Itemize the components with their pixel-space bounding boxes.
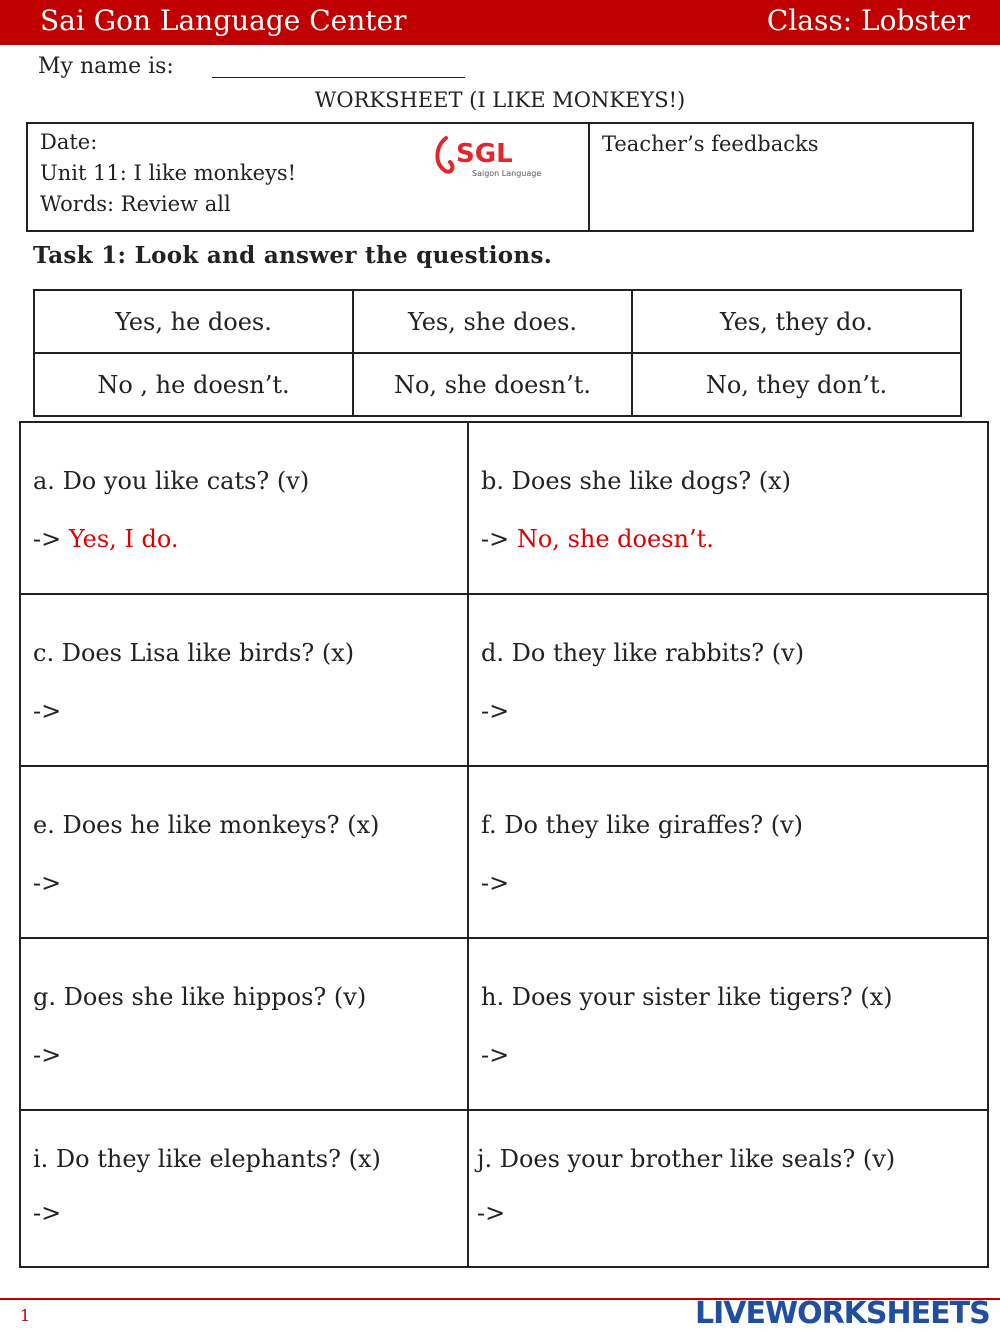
question-row xyxy=(20,422,988,594)
name-label: My name is: xyxy=(38,54,174,79)
arrow-prefix: -> xyxy=(477,1199,506,1227)
info-divider xyxy=(588,124,590,230)
sgl-logo xyxy=(432,132,542,182)
question-cell xyxy=(468,422,988,594)
question-cell xyxy=(468,766,988,938)
question-cell xyxy=(20,422,468,594)
question-row xyxy=(20,938,988,1110)
arrow-prefix: -> xyxy=(481,697,510,725)
question-text: e. Does he like monkeys? (x) xyxy=(33,811,380,839)
answer-bank-cell: No , he doesn’t. xyxy=(34,353,353,416)
answer-line[interactable] xyxy=(481,525,975,553)
arrow-prefix: -> xyxy=(33,1041,62,1069)
answer-bank-cell: Yes, he does. xyxy=(34,290,353,353)
answer-line[interactable] xyxy=(33,525,455,553)
question-row xyxy=(20,594,988,766)
question-text: c. Does Lisa like birds? (x) xyxy=(33,639,355,667)
question-cell xyxy=(468,1110,988,1267)
arrow-prefix: -> xyxy=(33,869,62,897)
answer-bank-row xyxy=(34,290,961,353)
answer-line[interactable] xyxy=(33,1041,455,1069)
arrow-prefix: -> xyxy=(33,697,62,725)
question-text: a. Do you like cats? (v) xyxy=(33,467,310,495)
question-cell xyxy=(20,1110,468,1267)
answer-line[interactable] xyxy=(33,697,455,725)
answer-text[interactable]: Yes, I do. xyxy=(68,525,179,553)
logo-text: SGL xyxy=(456,139,513,169)
question-text: f. Do they like giraffes? (v) xyxy=(481,811,803,839)
name-input-line[interactable] xyxy=(212,77,465,78)
answer-line[interactable] xyxy=(481,697,975,725)
answer-text[interactable]: No, she doesn’t. xyxy=(516,525,714,553)
answer-bank-cell: Yes, she does. xyxy=(353,290,632,353)
logo-subtext: Saigon Language xyxy=(472,169,542,178)
unit-title: Unit 11: I like monkeys! xyxy=(40,161,297,185)
teacher-feedback-label: Teacher’s feedbacks xyxy=(602,132,819,156)
questions-table xyxy=(19,421,989,1268)
answer-line[interactable] xyxy=(33,1199,455,1227)
question-row xyxy=(20,766,988,938)
question-text: d. Do they like rabbits? (v) xyxy=(481,639,805,667)
answer-line[interactable] xyxy=(481,869,975,897)
info-box xyxy=(26,122,974,232)
liveworksheets-brand[interactable]: LIVEWORKSHEETS xyxy=(695,1296,990,1331)
answer-bank-cell: No, she doesn’t. xyxy=(353,353,632,416)
answer-bank-cell: Yes, they do. xyxy=(632,290,961,353)
question-text: i. Do they like elephants? (x) xyxy=(33,1145,381,1173)
question-text: h. Does your sister like tigers? (x) xyxy=(481,983,893,1011)
date-label: Date: xyxy=(40,130,98,154)
answer-bank-row xyxy=(34,353,961,416)
question-cell xyxy=(468,938,988,1110)
school-name: Sai Gon Language Center xyxy=(40,4,407,37)
question-text: j. Does your brother like seals? (v) xyxy=(477,1145,896,1173)
question-cell xyxy=(20,938,468,1110)
answer-bank-table xyxy=(33,289,962,417)
answer-bank-cell: No, they don’t. xyxy=(632,353,961,416)
question-cell xyxy=(468,594,988,766)
arrow-prefix: -> xyxy=(481,1041,510,1069)
question-text: b. Does she like dogs? (x) xyxy=(481,467,792,495)
question-cell xyxy=(20,766,468,938)
answer-line[interactable] xyxy=(481,1041,975,1069)
class-label: Class: Lobster xyxy=(766,4,970,37)
answer-line[interactable] xyxy=(33,869,455,897)
question-row xyxy=(20,1110,988,1267)
arrow-prefix: -> xyxy=(481,525,510,553)
arrow-prefix: -> xyxy=(481,869,510,897)
header-bar xyxy=(0,0,1000,45)
task1-title: Task 1: Look and answer the questions. xyxy=(33,242,553,269)
question-text: g. Does she like hippos? (v) xyxy=(33,983,367,1011)
arrow-prefix: -> xyxy=(33,525,62,553)
question-cell xyxy=(20,594,468,766)
words-line: Words: Review all xyxy=(40,192,231,216)
worksheet-title: WORKSHEET (I LIKE MONKEYS!) xyxy=(314,88,686,112)
page-number: 1 xyxy=(20,1306,31,1325)
answer-line[interactable] xyxy=(477,1199,979,1227)
arrow-prefix: -> xyxy=(33,1199,62,1227)
